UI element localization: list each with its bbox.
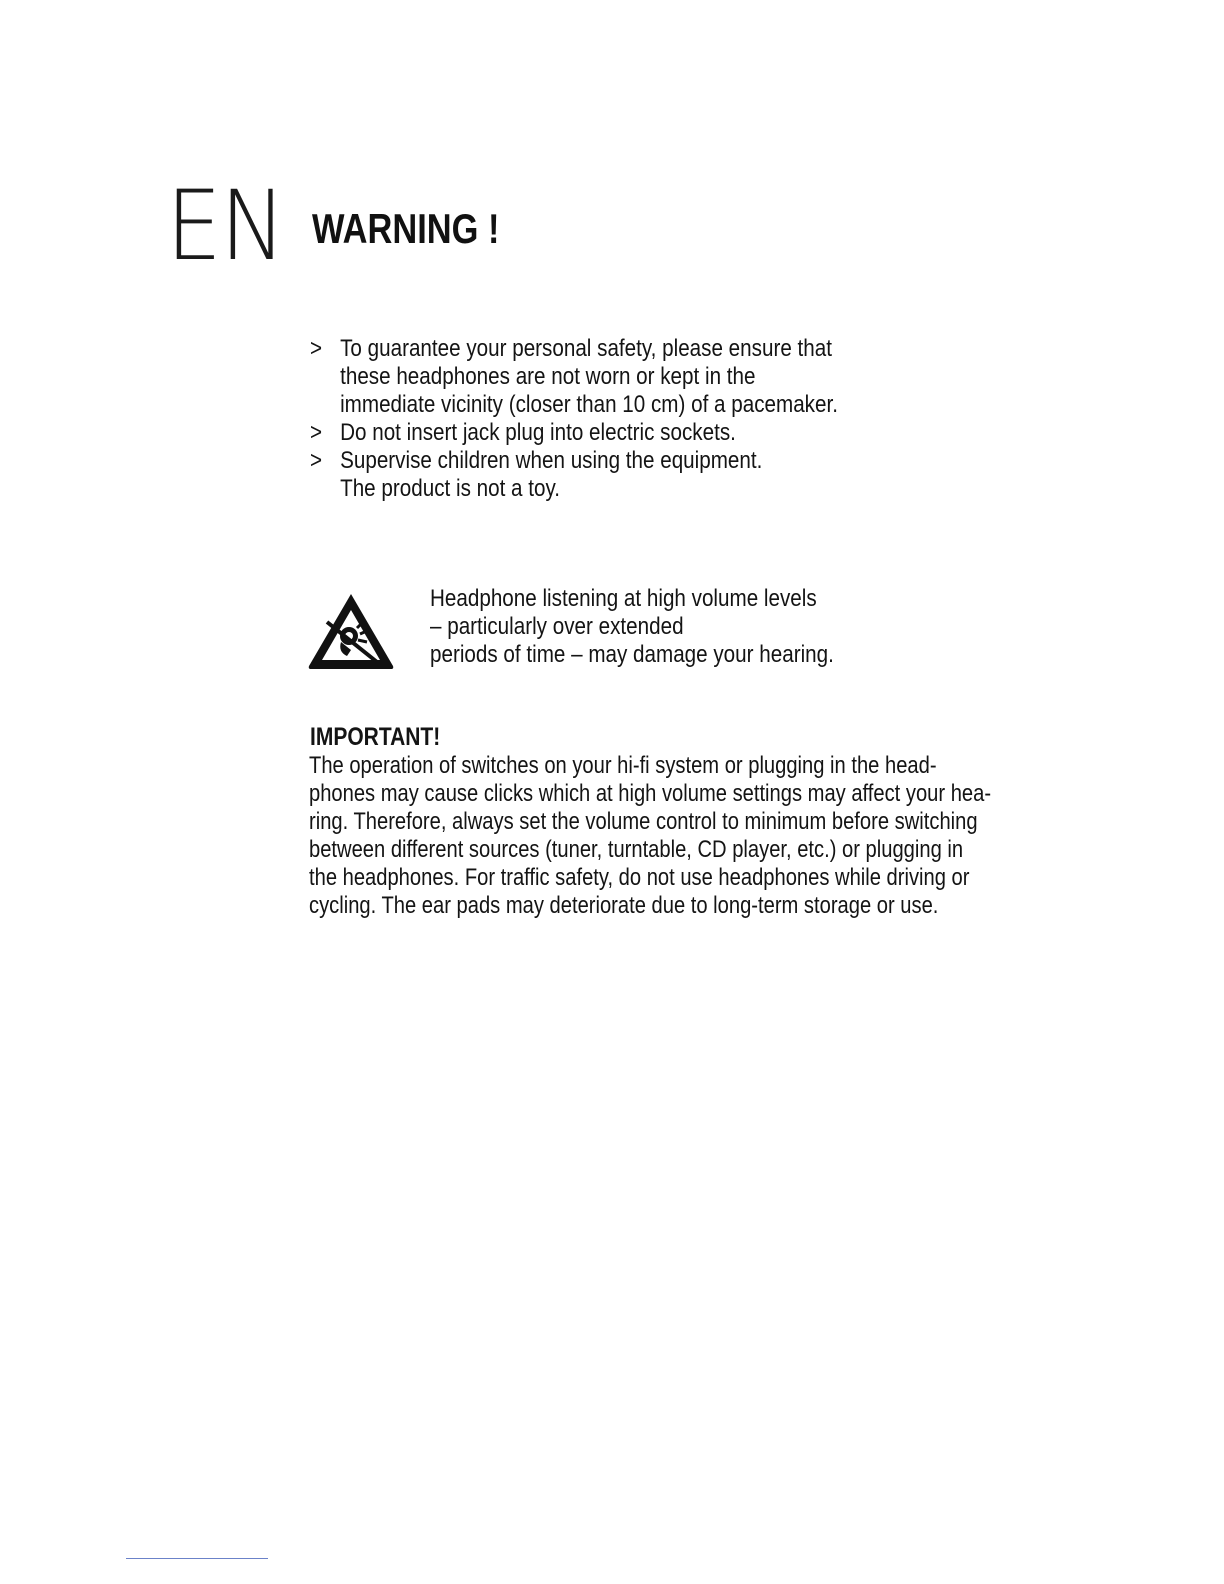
bullet-chevron-icon: > bbox=[310, 335, 323, 362]
warning-item bbox=[310, 335, 860, 419]
hearing-damage-warning-icon bbox=[305, 590, 397, 672]
important-line: between different sources (tuner, turntable, CD player, etc.) or plugging in bbox=[309, 836, 964, 863]
warning-item-line: The product is not a toy. bbox=[340, 475, 561, 502]
warning-item-line: To guarantee your personal safety, please ensure that bbox=[340, 335, 832, 362]
warning-item-line: these headphones are not worn or kept in the bbox=[340, 363, 756, 390]
warning-heading: WARNING ! bbox=[312, 205, 500, 252]
bullet-chevron-icon: > bbox=[310, 447, 323, 474]
important-paragraph bbox=[309, 752, 992, 920]
warning-item-line: Supervise children when using the equipment. bbox=[340, 447, 763, 474]
warning-list bbox=[310, 335, 860, 503]
hearing-notice-line: Headphone listening at high volume levels bbox=[430, 585, 817, 612]
important-line: cycling. The ear pads may deteriorate due to long-term storage or use. bbox=[309, 892, 939, 919]
bullet-chevron-icon: > bbox=[310, 419, 323, 446]
warning-item bbox=[310, 447, 860, 503]
important-line: The operation of switches on your hi-fi system or plugging in the head- bbox=[309, 752, 937, 779]
hearing-notice-line: – particularly over extended bbox=[430, 613, 684, 640]
warning-item-line: immediate vicinity (closer than 10 cm) of a pacemaker. bbox=[340, 391, 838, 418]
important-line: ring. Therefore, always set the volume control to minimum before switching bbox=[309, 808, 978, 835]
important-heading: IMPORTANT! bbox=[310, 723, 441, 751]
warning-item-line: Do not insert jack plug into electric sockets. bbox=[340, 419, 736, 446]
hearing-notice-text bbox=[430, 585, 877, 669]
language-code: EN bbox=[166, 170, 285, 282]
important-line: phones may cause clicks which at high volume settings may affect your hea- bbox=[309, 780, 992, 807]
footer-rule bbox=[126, 1558, 268, 1559]
hearing-notice-line: periods of time – may damage your hearing. bbox=[430, 641, 834, 668]
warning-item bbox=[310, 419, 860, 447]
important-line: the headphones. For traffic safety, do not use headphones while driving or bbox=[309, 864, 970, 891]
